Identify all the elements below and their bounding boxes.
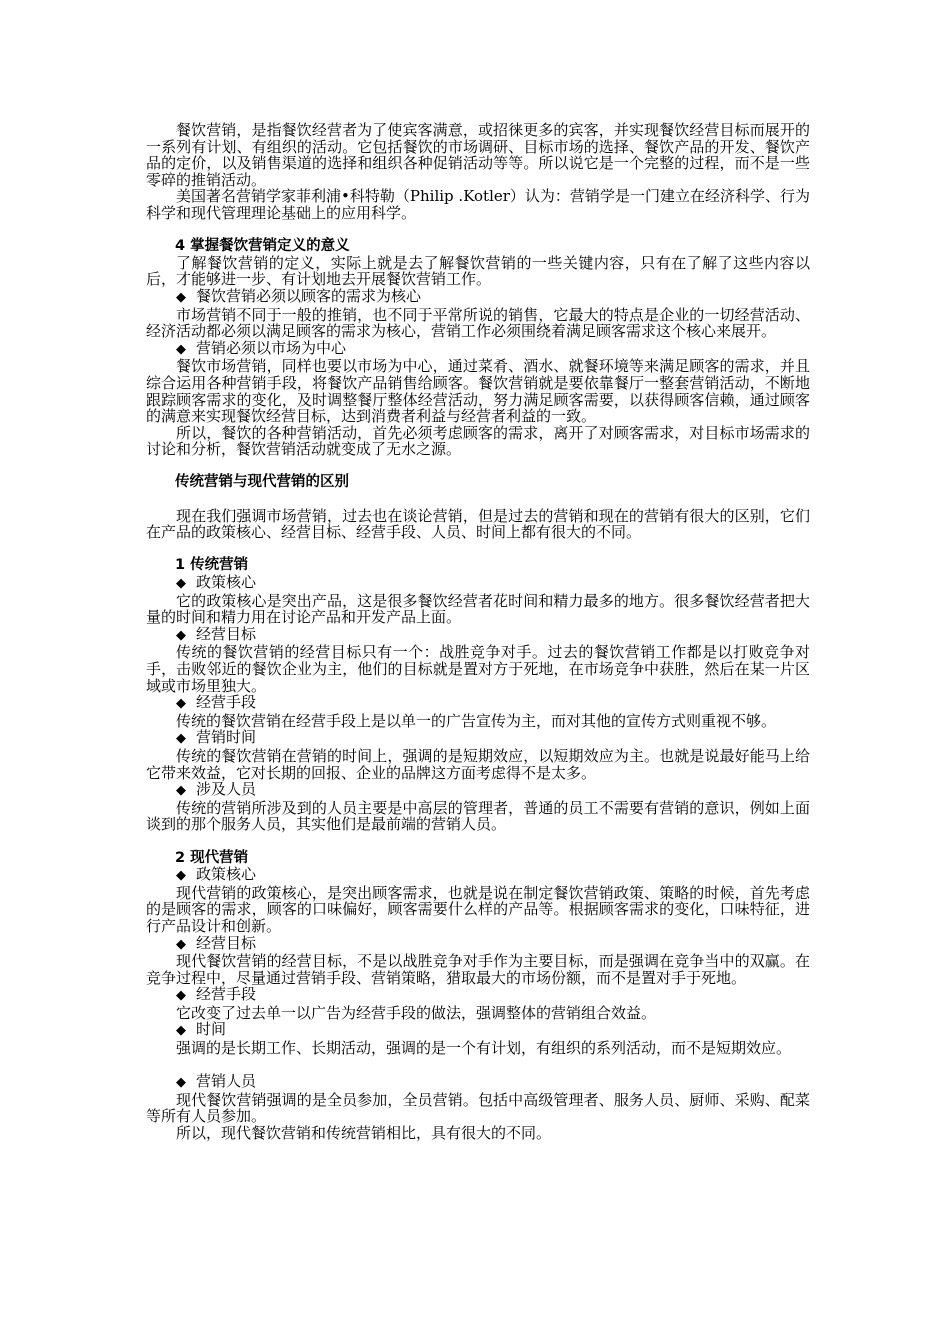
diamond-bullet-icon: ◆ xyxy=(176,1023,186,1039)
diamond-bullet-icon: ◆ xyxy=(176,1075,186,1091)
modern-bullet-5: ◆ 营销人员 xyxy=(176,1072,257,1091)
meaning-heading: 4 掌握餐饮营销定义的意义 xyxy=(175,238,350,255)
diamond-bullet-icon: ◆ xyxy=(176,731,186,747)
meaning-paragraph-2: 市场营销不同于一般的推销，也不同于平常所说的销售，它最大的特点是企业的一切经营活动、经济活动都必须以满足顾客的需求为核心，营销工作必须围绕着满足顾客需求这个核心来展开。 xyxy=(146,305,810,341)
diff-heading: 传统营销与现代营销的区别 xyxy=(175,474,349,491)
intro-paragraph-1: 餐饮营销，是指餐饮经营者为了使宾客满意，或招徕更多的宾客，并实现餐饮经营目标而展开的一系列有计划、有组织的活动。它包括餐饮的市场调研、目标市场的选择、餐饮产品的开发、餐饮产品的定价，以及销售渠道的选择和组织各种促销活动等等。所以说它是一个完整的过程，而不是一些零碎的推销活动。 xyxy=(146,121,810,189)
modern-paragraph-4: 强调的是长期工作、长期活动，强调的是一个有计划，有组织的系列活动，而不是短期效应。 xyxy=(176,1039,792,1058)
diamond-bullet-icon: ◆ xyxy=(176,627,186,643)
traditional-paragraph-3: 传统的餐饮营销在经营手段上是以单一的广告宣传为主，而对其他的宣传方式则重视不够。 xyxy=(176,711,777,730)
modern-bullet-2: ◆ 经营目标 xyxy=(176,933,257,952)
meaning-paragraph-3: 餐饮市场营销，同样也要以市场为中心，通过菜肴、酒水、就餐环境等来满足顾客的需求，并且综合运用各种营销手段，将餐饮产品销售给顾客。餐饮营销就是要依靠餐厅一整套营销活动，不断地跟踪顾客需求的变化，及时调整餐厅整体经营活动，努力满足顾客需要，以获得顾客信赖，通过顾客的满意来实现餐饮经营目标，达到消费者利益与经营者利益的一致。 xyxy=(146,357,810,426)
traditional-bullet-3: ◆ 经营手段 xyxy=(176,693,257,712)
traditional-bullet-4: ◆ 营销时间 xyxy=(176,728,257,747)
diamond-bullet-icon: ◆ xyxy=(176,576,186,592)
diamond-bullet-icon: ◆ xyxy=(176,696,186,712)
modern-paragraph-3: 它改变了过去单一以广告为经营手段的做法，强调整体的营销组合效益。 xyxy=(176,1003,657,1022)
modern-heading: 2 现代营销 xyxy=(175,849,249,866)
document-page xyxy=(146,122,810,1142)
diamond-bullet-icon: ◆ xyxy=(176,341,186,357)
meaning-bullet-2: ◆ 营销必须以市场为中心 xyxy=(176,338,347,357)
modern-bullet-3: ◆ 经营手段 xyxy=(176,985,257,1004)
traditional-paragraph-1: 它的政策核心是突出产品，这是很多餐饮经营者花时间和精力最多的地方。很多餐饮经营者把大量的时间和精力用在讨论产品和开发产品上面。 xyxy=(146,591,810,627)
traditional-paragraph-4: 传统的餐饮营销在营销的时间上，强调的是短期效应，以短期效应为主。也就是说最好能马上给它带来效益，它对长期的回报、企业的品牌这方面考虑得不是太多。 xyxy=(146,746,810,782)
traditional-bullet-2: ◆ 经营目标 xyxy=(176,624,257,643)
diamond-bullet-icon: ◆ xyxy=(176,783,186,799)
traditional-heading: 1 传统营销 xyxy=(175,557,249,574)
traditional-paragraph-5: 传统的营销所涉及到的人员主要是中高层的管理者，普通的员工不需要有营销的意识，例如上面谈到的那个服务人员，其实他们是最前端的营销人员。 xyxy=(146,798,810,834)
modern-paragraph-1: 现代营销的政策核心，是突出顾客需求，也就是说在制定餐饮营销政策、策略的时候，首先考虑的是顾客的需求，顾客的口味偏好，顾客需要什么样的产品等。根据顾客需求的变化，口味特征，进行产品设计和创新。 xyxy=(146,883,810,935)
modern-paragraph-2: 现代餐饮营销的经营目标，不是以战胜竞争对手作为主要目标，而是强调在竞争当中的双赢。在竞争过程中，尽量通过营销手段、营销策略，猎取最大的市场份额，而不是置对手于死地。 xyxy=(146,952,810,987)
meaning-bullet-1: ◆ 餐饮营销必须以顾客的需求为核心 xyxy=(176,286,422,305)
diamond-bullet-icon: ◆ xyxy=(176,936,186,952)
modern-bullet-1: ◆ 政策核心 xyxy=(176,865,257,884)
traditional-paragraph-2: 传统的餐饮营销的经营目标只有一个：战胜竞争对手。过去的餐饮营销工作都是以打败竞争对手，击败邻近的餐饮企业为主，他们的目标就是置对方于死地，在市场竞争中获胜，然后在某一片区域或市场里独大。 xyxy=(146,643,810,695)
diamond-bullet-icon: ◆ xyxy=(176,289,186,305)
meaning-paragraph-4: 所以，餐饮的各种营销活动，首先必须考虑顾客的需求，离开了对顾客需求，对目标市场需求的讨论和分析，餐饮营销活动就变成了无水之源。 xyxy=(146,423,810,459)
diamond-bullet-icon: ◆ xyxy=(176,988,186,1004)
traditional-bullet-5: ◆ 涉及人员 xyxy=(176,780,257,799)
traditional-bullet-1: ◆ 政策核心 xyxy=(176,573,257,592)
modern-paragraph-6: 所以，现代餐饮营销和传统营销相比，具有很大的不同。 xyxy=(176,1124,552,1143)
diff-paragraph-1: 现在我们强调市场营销，过去也在谈论营销，但是过去的营销和现在的营销有很大的区别，它们在产品的政策核心、经营目标、经营手段、人员、时间上都有很大的不同。 xyxy=(146,506,810,542)
modern-paragraph-5: 现代餐饮营销强调的是全员参加，全员营销。包括中高级管理者、服务人员、厨师、采购、配菜等所有人员参加。 xyxy=(146,1090,810,1126)
diamond-bullet-icon: ◆ xyxy=(176,868,186,884)
intro-paragraph-2: 美国著名营销学家菲利浦•科特勒（Philip .Kotler）认为：营销学是一门建立在经济科学、行为科学和现代管理理论基础上的应用科学。 xyxy=(146,187,810,222)
meaning-paragraph-1: 了解餐饮营销的定义，实际上就是去了解餐饮营销的一些关键内容，只有在了解了这些内容以后，才能够进一步、有计划地去开展餐饮营销工作。 xyxy=(146,253,810,289)
modern-bullet-4: ◆ 时间 xyxy=(176,1020,227,1039)
